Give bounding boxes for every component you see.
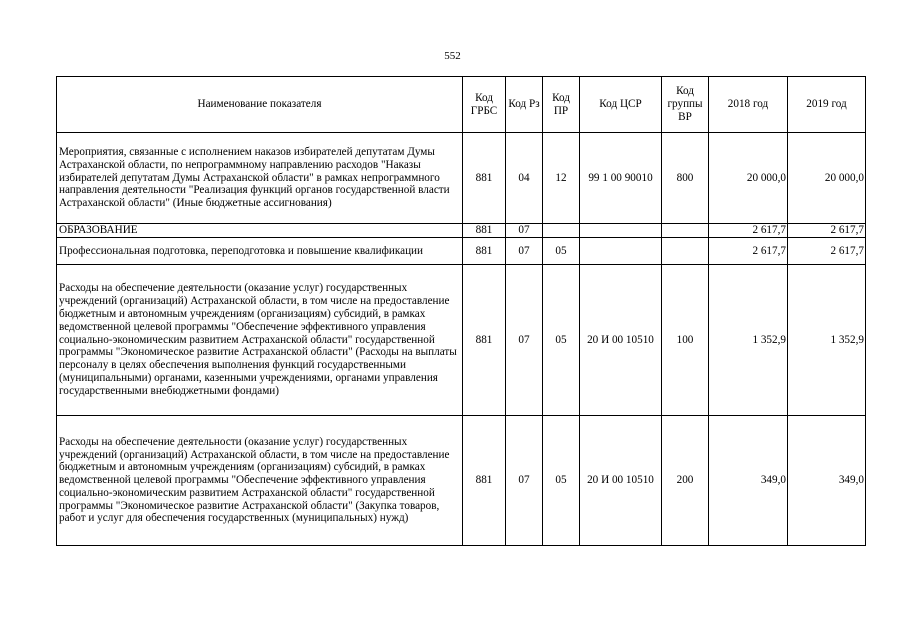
cell-rz: 07 <box>506 265 543 416</box>
cell-name: ОБРАЗОВАНИЕ <box>57 224 463 238</box>
cell-grbs: 881 <box>463 265 506 416</box>
cell-2019: 349,0 <box>788 416 866 546</box>
cell-rz: 04 <box>506 133 543 224</box>
cell-grbs: 881 <box>463 224 506 238</box>
cell-name: Мероприятия, связанные с исполнением наказов избирателей депутатам Думы Астраханской области, по непрограммному направлению расходов "Наказы избирателей депутатам Думы Астраханской области" в рамках непрограммного направления деятельности "Реализация функций органов государственной власти Астраханской области" (Иные бюджетные ассигнования) <box>57 133 463 224</box>
cell-2018: 20 000,0 <box>709 133 788 224</box>
header-2019: 2019 год <box>788 77 866 133</box>
cell-vr: 100 <box>662 265 709 416</box>
cell-grbs: 881 <box>463 416 506 546</box>
header-pr: Код ПР <box>543 77 580 133</box>
budget-table <box>56 76 866 546</box>
cell-pr: 05 <box>543 238 580 265</box>
header-name: Наименование показателя <box>57 77 463 133</box>
table-header-row <box>57 77 866 133</box>
cell-2019: 2 617,7 <box>788 238 866 265</box>
cell-pr: 05 <box>543 265 580 416</box>
cell-2018: 2 617,7 <box>709 238 788 265</box>
cell-csr: 20 И 00 10510 <box>580 416 662 546</box>
cell-name: Расходы на обеспечение деятельности (оказание услуг) государственных учреждений (организаций) Астраханской области, в том числе на предоставление бюджетным и автономным учреждениям (организациям) субсидий, в рамках ведомственной целевой программы "Обеспечение эффективного управления социально-экономическим развитием Астраханской области" государственной программы "Экономическое развитие Астраханской области" (Расходы на выплаты персоналу в целях обеспечения выполнения функций государственными (муниципальными) органами, казенными учреждениями, органами управления государственными внебюджетными фондами) <box>57 265 463 416</box>
cell-vr <box>662 238 709 265</box>
cell-vr <box>662 224 709 238</box>
header-vr: Код группы ВР <box>662 77 709 133</box>
cell-2018: 349,0 <box>709 416 788 546</box>
page-number: 552 <box>444 50 461 62</box>
cell-csr: 20 И 00 10510 <box>580 265 662 416</box>
table-row <box>57 265 866 416</box>
cell-csr: 99 1 00 90010 <box>580 133 662 224</box>
cell-vr: 200 <box>662 416 709 546</box>
table-row <box>57 224 866 238</box>
cell-pr <box>543 224 580 238</box>
table-row <box>57 416 866 546</box>
cell-csr <box>580 238 662 265</box>
cell-name: Расходы на обеспечение деятельности (оказание услуг) государственных учреждений (организаций) Астраханской области, в том числе на предоставление бюджетным и автономным учреждениям (организациям) субсидий, в рамках ведомственной целевой программы "Обеспечение эффективного управления социально-экономическим развитием Астраханской области" государственной программы "Экономическое развитие Астраханской области" (Закупка товаров, работ и услуг для обеспечения государственных (муниципальных) нужд) <box>57 416 463 546</box>
cell-rz: 07 <box>506 224 543 238</box>
header-grbs: Код ГРБС <box>463 77 506 133</box>
cell-2018: 2 617,7 <box>709 224 788 238</box>
cell-2019: 2 617,7 <box>788 224 866 238</box>
table-row <box>57 238 866 265</box>
cell-pr: 05 <box>543 416 580 546</box>
cell-rz: 07 <box>506 416 543 546</box>
cell-2018: 1 352,9 <box>709 265 788 416</box>
cell-vr: 800 <box>662 133 709 224</box>
header-csr: Код ЦСР <box>580 77 662 133</box>
cell-pr: 12 <box>543 133 580 224</box>
cell-grbs: 881 <box>463 133 506 224</box>
cell-grbs: 881 <box>463 238 506 265</box>
table-row <box>57 133 866 224</box>
cell-name: Профессиональная подготовка, переподготовка и повышение квалификации <box>57 238 463 265</box>
cell-csr <box>580 224 662 238</box>
cell-2019: 20 000,0 <box>788 133 866 224</box>
header-rz: Код Рз <box>506 77 543 133</box>
cell-rz: 07 <box>506 238 543 265</box>
cell-2019: 1 352,9 <box>788 265 866 416</box>
header-2018: 2018 год <box>709 77 788 133</box>
